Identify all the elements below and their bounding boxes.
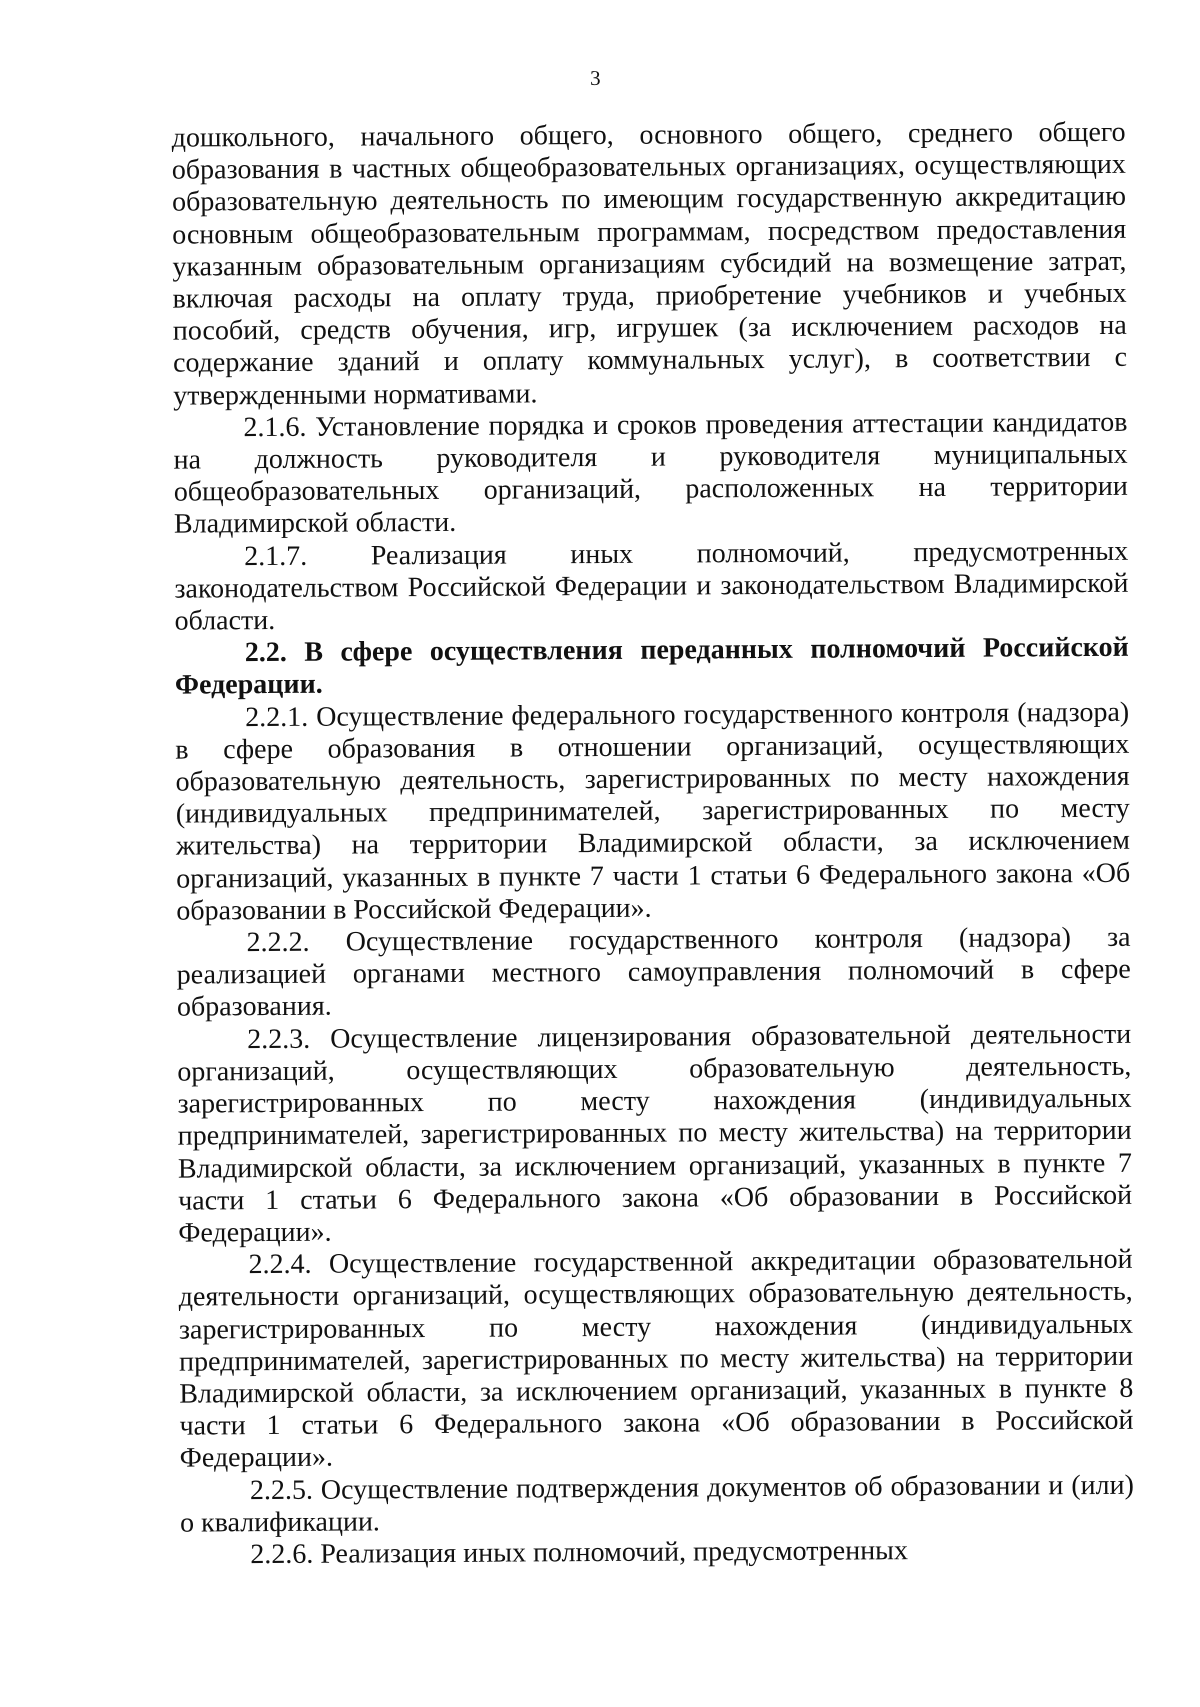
paragraph-2-2-6: 2.2.6. Реализация иных полномочий, предусмотренных <box>250 1535 909 1571</box>
section-heading-2-2: 2.2. В сфере осуществления переданных полномочий Российской Федерации. <box>174 632 1129 702</box>
paragraph-2-2-5: 2.2.5. Осуществление подтверждения документов об образовании и (или) о квалификации. <box>180 1469 1134 1539</box>
paragraph-2-2-1: 2.2.1. Осуществление федерального государственного контроля (надзора) в сфере образования в отношении организаций, осуществляющих образовательную деятельность, зарегистрированных по месту нахождения (индивидуальных предпринимателей, зарегистрированных по месту жительства) на территории Владимирской области, за исключением организаций, указанных в пункте 7 части 1 статьи 6 Федерального закона «Об образовании в Российской Федерации». <box>175 696 1131 927</box>
paragraph-2-2-4: 2.2.4. Осуществление государственной аккредитации образовательной деятельности организаций, осуществляющих образовательную деятельность, зарегистрированных по месту нахождения (индивидуальных предпринимателей, зарегистрированных по месту жительства) на территории Владимирской области, за исключением организаций, указанных в пункте 8 части 1 статьи 6 Федерального закона «Об образовании в Российской Федерации». <box>178 1243 1134 1474</box>
paragraph-2-1-7: 2.1.7. Реализация иных полномочий, предусмотренных законодательством Российской Федерации и законодательством Владимирской области. <box>174 535 1129 637</box>
paragraph-2-2-2: 2.2.2. Осуществление государственного контроля (надзора) за реализацией органами местного самоуправления полномочий в сфере образования. <box>176 921 1131 1024</box>
page-number: 3 <box>589 65 601 91</box>
paragraph-2-1-6: 2.1.6. Установление порядка и сроков проведения аттестации кандидатов на должность руководителя и руководителя муниципальных общеобразовательных организаций, расположенных на территории Владимирской области. <box>173 406 1128 541</box>
document-body <box>172 117 1135 1572</box>
paragraph-preschool-education-continuation: дошкольного, начального общего, основного общего, среднего общего образования в частных общеобразовательных организациях, осуществляющих образовательную деятельность по имеющим государственную аккредитацию основным общеобразовательным программам, посредством предоставления указанным образовательным организациям субсидий на возмещение затрат, включая расходы на оплату труда, приобретение учебников и учебных пособий, средств обучения, игр, игрушек (за исключением расходов на содержание зданий и оплату коммунальных услуг), в соответствии с утвержденными нормативами. <box>171 116 1128 412</box>
paragraph-2-2-3: 2.2.3. Осуществление лицензирования образовательной деятельности организаций, осуществляющих образовательную деятельность, зарегистрированных по месту нахождения (индивидуальных предпринимателей, зарегистрированных по месту жительства) на территории Владимирской области, за исключением организаций, указанных в пункте 7 части 1 статьи 6 Федерального закона «Об образовании в Российской Федерации». <box>177 1018 1133 1249</box>
